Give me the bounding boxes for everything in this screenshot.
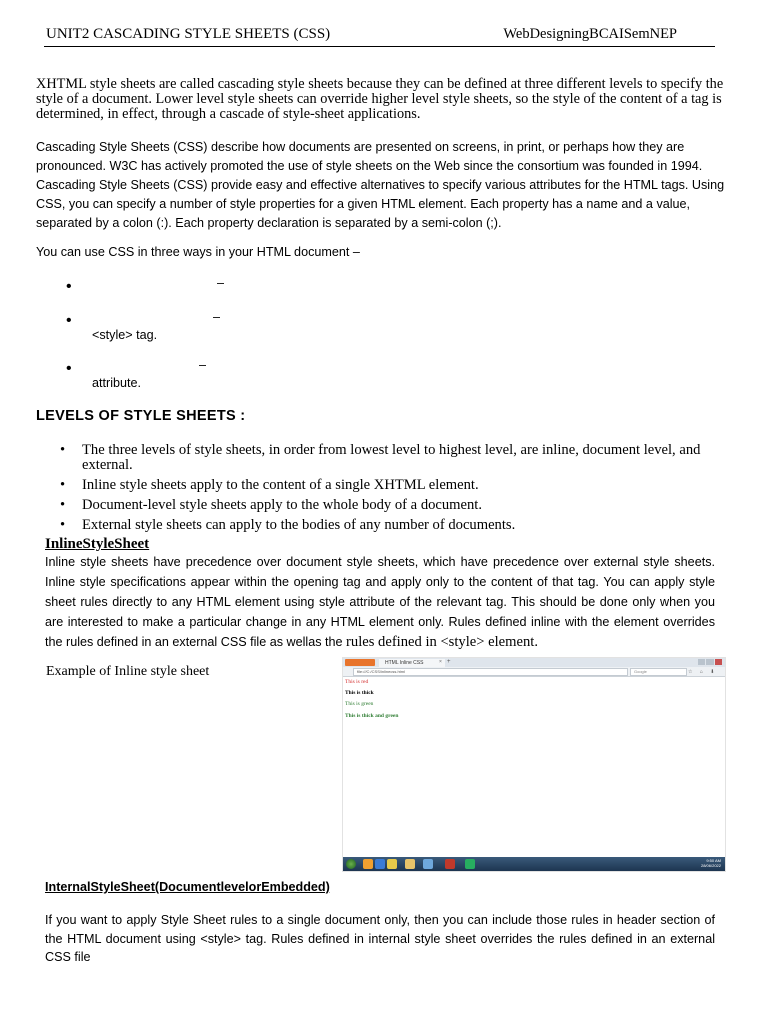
system-tray-clock: 9:50 AM 28/06/2022 bbox=[700, 858, 721, 868]
css-ways-intro: You can use CSS in three ways in your HTML document – bbox=[36, 245, 360, 259]
plus-icon: + bbox=[447, 659, 451, 665]
sample-line: This is thick and green bbox=[345, 713, 399, 719]
css-description-paragraph: Cascading Style Sheets (CSS) describe how documents are presented on screens, in print, or perhaps how they are pronounced. W3C has actively promoted the use of style sheets on the Web since the consortium was founded in 1994. Cascading Style Sheets (CSS) provide easy and effective alternatives to specify various attributes for the HTML tags. Using CSS, you can specify a number of style properties for a given HTML element. Each property has a name and a value, separated by a colon (:). Each property declaration is separated by a semi-colon (;). bbox=[36, 140, 725, 230]
document-taskbar-icon bbox=[423, 859, 433, 869]
media-player-taskbar-icon bbox=[375, 859, 385, 869]
browser-tab: HTML Inline CSS bbox=[379, 659, 445, 667]
ways-continuation-2: <style> tag. bbox=[92, 328, 158, 342]
inline-heading: InlineStyleSheet bbox=[45, 536, 150, 552]
list-item-text: Document-level style sheets apply to the whole body of a document. bbox=[82, 497, 483, 513]
page-header bbox=[44, 26, 715, 47]
list-item: • Document-level style sheets apply to the whole body of a document. bbox=[60, 497, 483, 513]
list-item: • Inline style sheets apply to the content of a single XHTML element. bbox=[60, 477, 479, 493]
url-bar: file:///C:/CSS/inlinecss.html bbox=[353, 668, 628, 676]
internal-heading: InternalStyleSheet(DocumentlevelorEmbedded) bbox=[45, 880, 330, 894]
levels-heading: LEVELS OF STYLE SHEETS : bbox=[36, 408, 246, 424]
nav-icons: ☆ ⌂ ⬇ bbox=[688, 669, 718, 675]
internal-paragraph: If you want to apply Style Sheet rules to a single document only, then you can include those rules in header section of the HTML document using <style> tag. Rules defined in internal style sheet overrides the rules defined in an external CSS file bbox=[45, 913, 715, 964]
browser-nav-bar bbox=[343, 667, 725, 677]
course-title: WebDesigningBCAISemNEP bbox=[503, 26, 677, 42]
ways-bullet-3: • bbox=[66, 360, 72, 377]
example-label: Example of Inline style sheet bbox=[46, 664, 210, 679]
inline-paragraph-body: Inline style sheets have precedence over document style sheets, which have precedence over external style sheets. Inline style specifications appear within the opening tag and apply only to the content of that tag. You can apply style sheet rules directly to any HTML element using style attribute of the relevant tag. This should be done only when you are interested to make a particular change in any HTML element only. Rules defined inline with the element overrides the rules defined in an external CSS file as wellas the bbox=[45, 555, 715, 649]
sample-line: This is red bbox=[345, 679, 369, 685]
ways-dash-1: – bbox=[217, 276, 225, 290]
window-controls bbox=[698, 659, 722, 665]
sample-line: This is green bbox=[345, 701, 374, 707]
ways-continuation-3: attribute. bbox=[92, 376, 142, 390]
folder-taskbar-icon bbox=[405, 859, 415, 869]
search-box: Google bbox=[630, 668, 687, 676]
inline-paragraph bbox=[45, 552, 715, 652]
pdf-taskbar-icon bbox=[445, 859, 455, 869]
browser-tab-bar bbox=[343, 658, 725, 667]
list-item-text: The three levels of style sheets, in order from lowest level to highest level, are inline, document level, and external. bbox=[82, 442, 701, 473]
ways-bullet-2: • bbox=[66, 312, 72, 329]
windows-taskbar bbox=[343, 857, 725, 871]
sample-line: This is thick bbox=[345, 690, 374, 696]
firefox-taskbar-icon bbox=[363, 859, 373, 869]
close-icon: × bbox=[439, 659, 442, 665]
ways-dash-2: – bbox=[213, 310, 221, 324]
list-item: • External style sheets can apply to the bodies of any number of documents. bbox=[60, 517, 516, 533]
app-taskbar-icon bbox=[465, 859, 475, 869]
ways-dash-3: – bbox=[199, 358, 207, 372]
chrome-taskbar-icon bbox=[387, 859, 397, 869]
firefox-menu-button bbox=[345, 659, 375, 666]
ways-bullet-1: • bbox=[66, 278, 72, 295]
list-item-text: External style sheets can apply to the bodies of any number of documents. bbox=[82, 517, 516, 533]
list-item: • The three levels of style sheets, in order from lowest level to highest level, are inline, document level, and external. bbox=[60, 442, 701, 473]
start-orb-icon bbox=[346, 859, 356, 869]
levels-list bbox=[60, 443, 740, 538]
inline-css-example-screenshot bbox=[342, 657, 726, 872]
intro-paragraph: XHTML style sheets are called cascading style sheets because they can be defined at three different levels to specify the style of a document. Lower level style sheets can override higher level style sheets, so the style of the content of a tag is determined, in effect, through a cascade of style-sheet applications. bbox=[36, 76, 724, 122]
list-item-text: Inline style sheets apply to the content of a single XHTML element. bbox=[82, 477, 479, 493]
inline-paragraph-tail: rules defined in <style> element. bbox=[346, 634, 538, 650]
unit-title: UNIT2 CASCADING STYLE SHEETS (CSS) bbox=[46, 26, 331, 42]
